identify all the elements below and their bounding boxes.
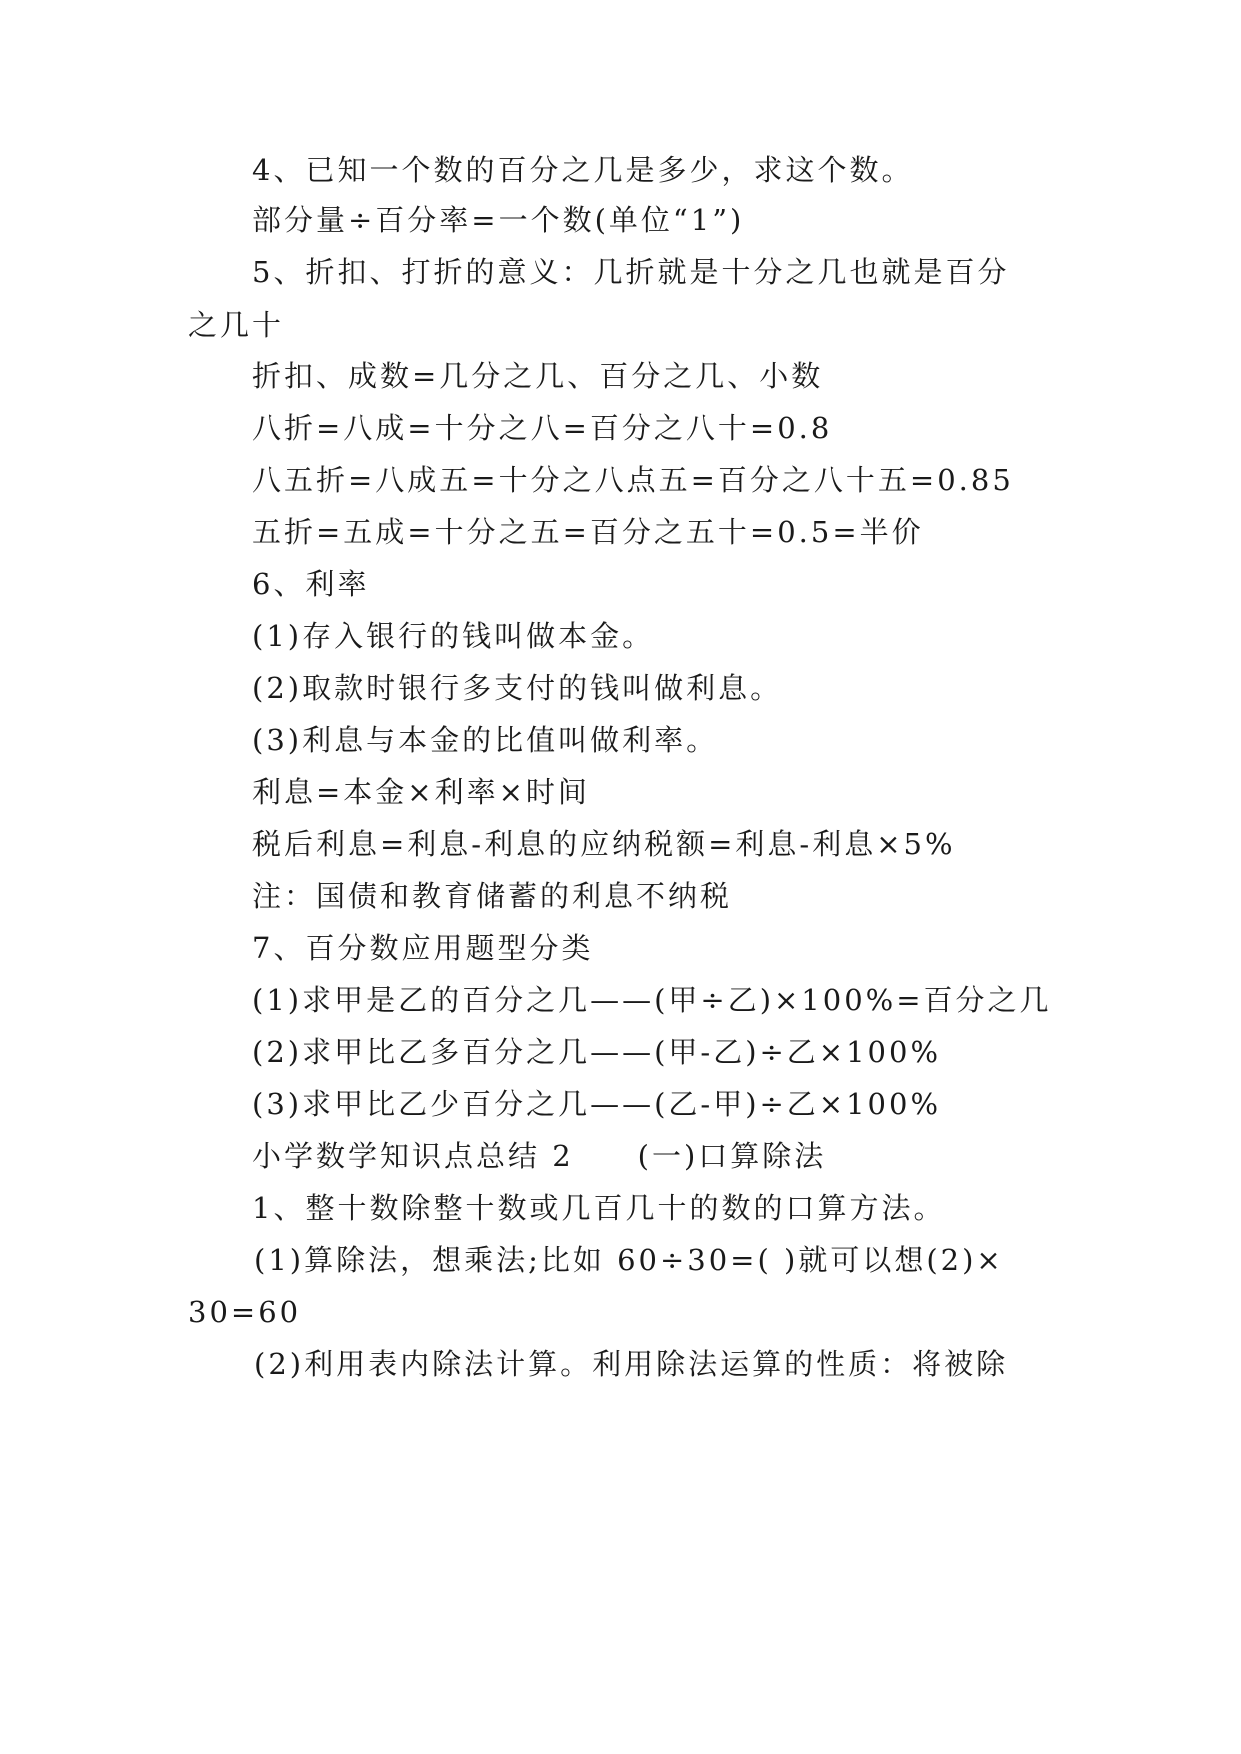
text-line: 1、整十数除整十数或几百几十的数的口算方法。 — [252, 1191, 946, 1225]
text-line: (1)求甲是乙的百分之几——(甲÷乙)×100%=百分之几 — [252, 983, 1052, 1017]
text-line: 八五折=八成五=十分之八点五=百分之八十五=0.85 — [252, 463, 1014, 497]
text-line: 五折=五成=十分之五=百分之五十=0.5=半价 — [252, 515, 924, 549]
text-line: 部分量÷百分率=一个数(单位“1”) — [252, 203, 745, 237]
text-line: (2)利用表内除法计算。利用除法运算的性质：将被除 — [254, 1347, 1009, 1381]
text-line: 30=60 — [188, 1295, 302, 1329]
text-line: 5、折扣、打折的意义：几折就是十分之几也就是百分 — [252, 255, 1010, 289]
text-line: (2)求甲比乙多百分之几——(甲-乙)÷乙×100% — [252, 1035, 942, 1069]
text-line: 之几十 — [188, 308, 285, 342]
text-line: 税后利息=利息-利息的应纳税额=利息-利息×5% — [252, 827, 956, 861]
text-line: (3)求甲比乙少百分之几——(乙-甲)÷乙×100% — [252, 1087, 942, 1121]
text-line: (2)取款时银行多支付的钱叫做利息。 — [252, 671, 783, 705]
text-line: 注：国债和教育储蓄的利息不纳税 — [252, 879, 733, 913]
text-line: (3)利息与本金的比值叫做利率。 — [252, 723, 719, 757]
text-line: 7、百分数应用题型分类 — [252, 931, 594, 965]
text-line: 6、利率 — [252, 567, 370, 601]
text-line: 八折=八成=十分之八=百分之八十=0.8 — [252, 411, 833, 445]
text-line: 利息=本金×利率×时间 — [252, 775, 590, 809]
text-line: 4、已知一个数的百分之几是多少，求这个数。 — [252, 153, 914, 187]
section-heading: 小学数学知识点总结 2 (一)口算除法 — [252, 1139, 827, 1173]
text-line: (1)存入银行的钱叫做本金。 — [252, 619, 655, 653]
text-line: (1)算除法，想乘法;比如 60÷30=( )就可以想(2)× — [254, 1243, 1004, 1277]
text-line: 折扣、成数=几分之几、百分之几、小数 — [252, 359, 824, 393]
